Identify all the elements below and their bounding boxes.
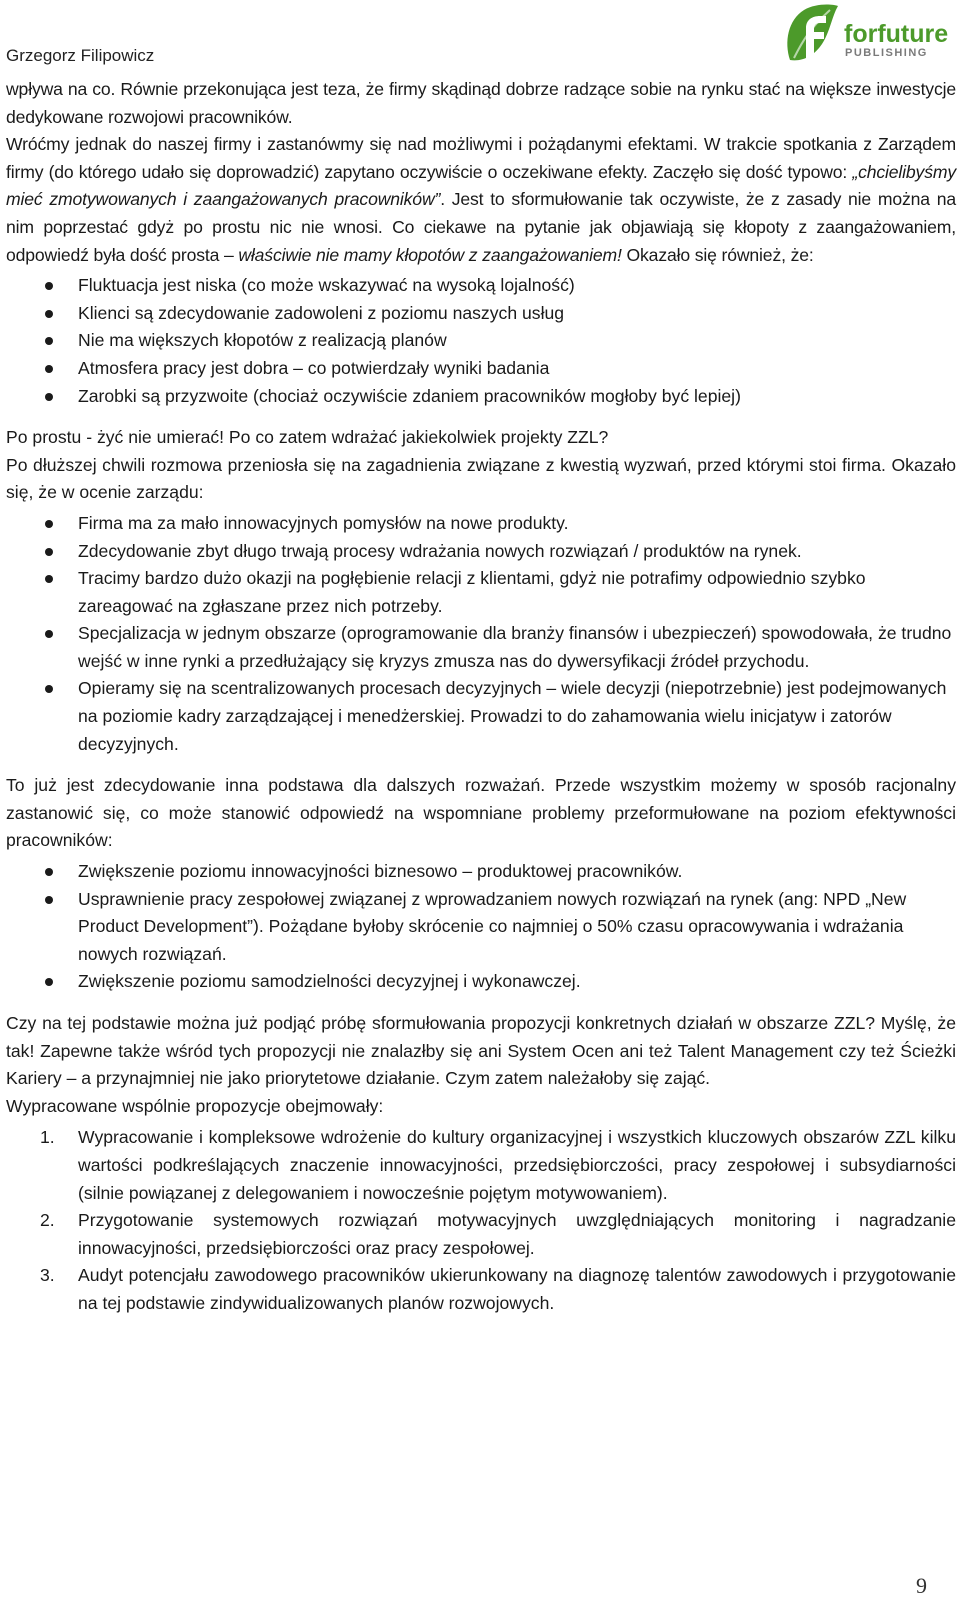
- item-text: Audyt potencjału zawodowego pracowników ukierunkowany na diagnozę talentów zawodowych i przygotowanie na tej podstawie zindywidualizowanych planów rozwojowych.: [78, 1265, 956, 1313]
- list-item: Firma ma za mało innowacyjnych pomysłów na nowe produkty.: [6, 510, 956, 538]
- paragraph-text: Wróćmy jednak do naszej firmy i zastanówmy się nad możliwymi i pożądanymi efektami. W trakcie spotkania z Zarządem firmy (do którego udało się doprowadzić) zapytano oczywiście o oczekiwane efekty. Zaczęło się dość typowo:: [6, 134, 956, 182]
- list-item: Opieramy się na scentralizowanych procesach decyzyjnych – wiele decyzji (niepotrzebnie) jest podejmowanych na poziomie kadry zarządzającej i menedżerskiej. Prowadzi to do zahamowania wielu inicjatyw i zatorów decyzyjnych.: [6, 675, 956, 758]
- item-text: Przygotowanie systemowych rozwiązań motywacyjnych uwzględniających monitoring i nagradzanie innowacyjności, przedsiębiorczości oraz pracy zespołowej.: [78, 1210, 956, 1258]
- list-item: Nie ma większych kłopotów z realizacją planów: [6, 327, 956, 355]
- logo-text-forfuture: forfuture: [844, 20, 949, 48]
- list-item: Klienci są zdecydowanie zadowoleni z poziomu naszych usług: [6, 300, 956, 328]
- publisher-logo: [782, 2, 958, 66]
- item-text: Wypracowanie i kompleksowe wdrożenie do kultury organizacyjnej i wszystkich kluczowych obszarów ZZL kilku wartości podkreślających znaczenie innowacyjności, przedsiębiorczości, pracy zespołowej i subsydiarności (silnie powiązanej z delegowaniem i nowocześnie pojętym motywowaniem).: [78, 1127, 956, 1203]
- document-body: [6, 76, 956, 1318]
- bullet-list-positive-findings: [6, 272, 956, 410]
- bullet-list-challenges: [6, 510, 956, 758]
- item-number: 3.: [40, 1265, 55, 1286]
- numbered-item: [6, 1124, 956, 1207]
- paragraph-proposals-intro: Wypracowane wspólnie propozycje obejmowały:: [6, 1095, 384, 1116]
- list-item: Zdecydowanie zbyt długo trwają procesy wdrażania nowych rozwiązań / produktów na rynek.: [6, 538, 956, 566]
- paragraph-challenges: Po dłuższej chwili rozmowa przeniosła się na zagadnienia związane z kwestią wyzwań, przed którymi stoi firma. Okazało się, że w ocenie zarządu:: [6, 454, 956, 503]
- paragraph-text: . Jest to sformułowanie tak oczywiste, że z zasady nie można na nim poprzestać gdyż po prostu nic nie wnosi. Co ciekawe na pytanie jak objawiają się kłopoty z zaangażowaniem, odpowiedź była dość prosta –: [6, 189, 956, 265]
- numbered-list-proposals: [6, 1124, 956, 1317]
- leaf-f-logo-icon: [782, 2, 958, 66]
- item-number: 2.: [40, 1210, 55, 1231]
- paragraph-board-meeting: [6, 131, 956, 269]
- list-item: Atmosfera pracy jest dobra – co potwierdzały wyniki badania: [6, 355, 956, 383]
- list-item: Zwiększenie poziomu innowacyjności biznesowo – produktowej pracowników.: [6, 858, 956, 886]
- list-item: Zarobki są przyzwoite (chociaż oczywiście zdaniem pracowników mogłoby być lepiej): [6, 383, 956, 411]
- numbered-item: [6, 1262, 956, 1317]
- logo-text-publishing: PUBLISHING: [845, 47, 928, 59]
- list-item: Zwiększenie poziomu samodzielności decyzyjnej i wykonawczej.: [6, 968, 956, 996]
- paragraph-efficiency: To już jest zdecydowanie inna podstawa dla dalszych rozważań. Przede wszystkim możemy w sposób racjonalny zastanowić się, co może stanowić odpowiedź na wspomniane problemy przeformułowane na poziom efektywności pracowników:: [6, 775, 956, 851]
- paragraph-intro: wpływa na co. Równie przekonująca jest teza, że firmy skądinąd dobrze radzące sobie na rynku stać na większe inwestycje dedykowane rozwojowi pracowników.: [6, 79, 956, 127]
- paragraph-zzl-proposals: Czy na tej podstawie można już podjąć próbę sformułowania propozycji konkretnych działań w obszarze ZZL? Myślę, że tak! Zapewne także wśród tych propozycji nie znalazłby się ani System Ocen ani też Talent Management czy też Ścieżki Kariery – a przynajmniej nie jako priorytetowe działanie. Czym zatem należałoby się zająć.: [6, 1013, 956, 1089]
- list-item: Usprawnienie pracy zespołowej związanej z wprowadzaniem nowych rozwiązań na rynek (ang: NPD „New Product Development”). Pożądane byłoby skrócenie co najmniej o 50% czasu opracowywania i wdrażania nowych rozwiązań.: [6, 886, 956, 969]
- list-item: Tracimy bardzo dużo okazji na pogłębienie relacji z klientami, gdyż nie potrafimy odpowiednio szybko zareagować na zgłaszane przez nich potrzeby.: [6, 565, 956, 620]
- quote-motivated-employees: „chcielibyśmy mieć zmotywowanych i zaangażowanych pracowników”: [6, 161, 956, 210]
- list-item: Fluktuacja jest niska (co może wskazywać na wysoką lojalność): [6, 272, 956, 300]
- item-number: 1.: [40, 1127, 55, 1148]
- paragraph-question: Po prostu - żyć nie umierać! Po co zatem wdrażać jakiekolwiek projekty ZZL?: [6, 427, 609, 448]
- author-name: Grzegorz Filipowicz: [6, 46, 155, 65]
- page-number: 9: [916, 1573, 927, 1598]
- quote-no-problems: właściwie nie mamy kłopotów z zaangażowaniem!: [238, 244, 622, 265]
- numbered-item: [6, 1207, 956, 1262]
- bullet-list-efficiency-goals: [6, 858, 956, 996]
- list-item: Specjalizacja w jednym obszarze (oprogramowanie dla branży finansów i ubezpieczeń) spowodowała, że trudno wejść w inne rynki a przedłużający się kryzys zmusza nas do dywersyfikacji źródeł przychodu.: [6, 620, 956, 675]
- paragraph-text: Okazało się również, że:: [621, 244, 814, 265]
